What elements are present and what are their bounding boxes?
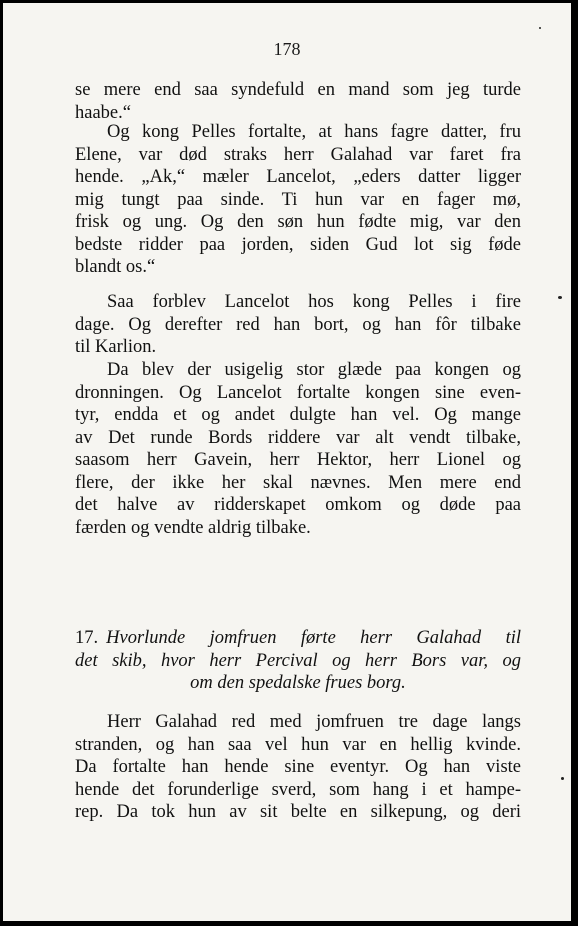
text-line: hende. „Ak,“ mæler Lancelot, „eders datter ligger (75, 167, 521, 187)
chapter-heading-line: om den spedalske frues borg. (190, 673, 406, 693)
text-line: Herr Galahad red med jomfruen tre dage langs (107, 712, 521, 732)
book-page (3, 3, 571, 921)
paragraph-5 (75, 711, 521, 824)
scan-speck (558, 296, 562, 299)
text-line: blandt os.“ (75, 257, 156, 277)
text-line: Da fortalte han hende sine eventyr. Og han viste (75, 757, 521, 777)
text-line: rep. Da tok hun av sit belte en silkepung, og deri (75, 802, 521, 822)
text-line: Saa forblev Lancelot hos kong Pelles i fire (107, 292, 521, 312)
text-line: det halve av ridderskapet omkom og døde paa (75, 495, 521, 515)
text-line: dage. Og derefter red han bort, og han fôr tilbake (75, 314, 521, 335)
text-line: hende det forunderlige sverd, som hang i et hampe- (75, 779, 521, 800)
text-line: se mere end saa syndefuld en mand som jeg turde (75, 80, 521, 100)
text-line: stranden, og han saa vel hun var en hellig kvinde. (75, 734, 521, 755)
text-line: haabe.“ (75, 102, 131, 123)
text-line: flere, der ikke her skal nævnes. Men mere end (75, 472, 521, 493)
text-line: Da blev der usigelig stor glæde paa kongen og (107, 360, 521, 380)
text-line: saasom herr Gavein, herr Hektor, herr Lionel og (75, 450, 521, 470)
chapter-heading (75, 627, 521, 695)
text-line: av Det runde Bords riddere var alt vendt tilbake, (75, 427, 521, 448)
chapter-number: 17. (75, 628, 99, 648)
text-line: dronningen. Og Lancelot fortalte kongen sine even- (75, 382, 521, 403)
text-line: tyr, endda et og andet dulgte han vel. Og mange (75, 405, 521, 425)
text-line: bedste ridder paa jorden, siden Gud lot sig føde (75, 234, 521, 255)
paragraph-3 (75, 291, 521, 359)
chapter-title-part: Hvorlunde jomfruen førte herr Galahad til (106, 628, 521, 648)
text-line: Og kong Pelles fortalte, at hans fagre datter, fru (107, 122, 521, 142)
text-line: færden og vendte aldrig tilbake. (75, 517, 311, 538)
paragraph-1 (75, 79, 521, 124)
paragraph-4 (75, 359, 521, 539)
paragraph-2 (75, 121, 521, 279)
page-number: 178 (273, 39, 301, 59)
chapter-heading-line: det skib, hvor herr Percival og herr Bors var, og (75, 650, 521, 671)
scan-speck (561, 777, 564, 780)
chapter-heading-line (75, 627, 521, 650)
text-line: Elene, var død straks herr Galahad var faret fra (75, 144, 521, 165)
text-line: mig tungt paa sinde. Ti hun var en fager mø, (75, 189, 521, 210)
text-line: frisk og ung. Og den søn hun fødte mig, var den (75, 212, 521, 232)
text-line: til Karlion. (75, 337, 157, 357)
scan-speck (539, 27, 541, 29)
